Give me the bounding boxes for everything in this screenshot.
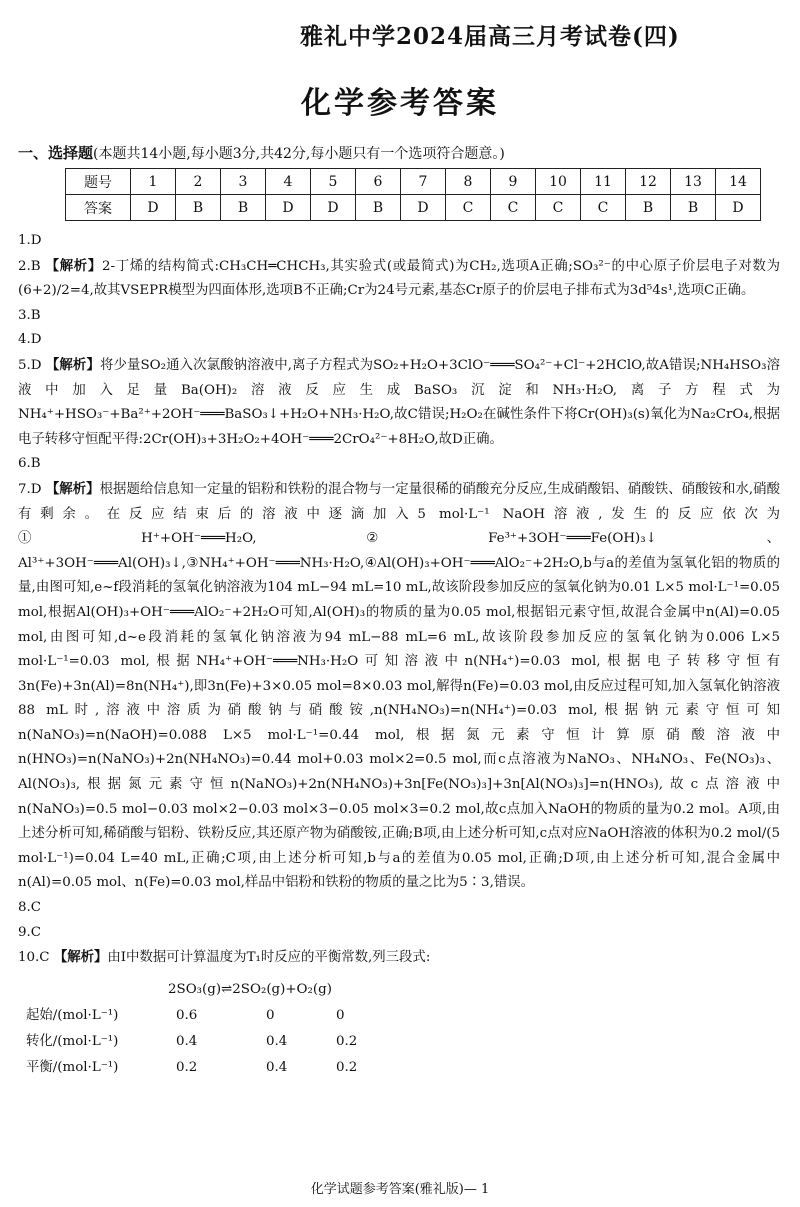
page-footer: 化学试题参考答案(雅礼版)— 1 xyxy=(310,1182,490,1197)
answer-number: 10.C xyxy=(18,950,50,966)
value-so2: 0.4 xyxy=(266,1059,288,1075)
answer-item xyxy=(18,353,780,452)
answer-table xyxy=(65,168,761,221)
answer-cell: D xyxy=(311,195,356,221)
analysis-tag: 【解析】 xyxy=(53,949,108,966)
row-label: 起始/(mol·L⁻¹) xyxy=(26,1007,119,1023)
row-label: 转化/(mol·L⁻¹) xyxy=(26,1033,119,1049)
question-number: 5 xyxy=(311,169,356,195)
answer-cell: C xyxy=(491,195,536,221)
answer-cell: B xyxy=(221,195,266,221)
answer-item: 8.C xyxy=(18,900,42,916)
answer-number: 5.D xyxy=(18,357,42,373)
answer-item xyxy=(18,254,780,304)
answer-cell: D xyxy=(131,195,176,221)
section-description: (本题共14小题,每小题3分,共42分,每小题只有一个选项符合题意。) xyxy=(93,146,505,162)
row-label: 题号 xyxy=(66,169,131,195)
school-title: 雅礼中学2024届高三月考试卷(四) xyxy=(300,23,680,50)
question-number: 4 xyxy=(266,169,311,195)
answer-cell: D xyxy=(716,195,761,221)
question-number: 6 xyxy=(356,169,401,195)
value-o2: 0.2 xyxy=(336,1033,358,1049)
answer-item: 9.C xyxy=(18,924,42,940)
section-heading xyxy=(18,142,505,163)
analysis-text: 2-丁烯的结构简式:CH₃CH═CHCH₃,其实验式(或最简式)为CH₂,选项A正确;SO₃²⁻的中心原子价层电子对数为(6+2)/2=4,故其VSEPR模型为四面体形,选项B不正确;Cr为24号元素,基态Cr原子的价层电子排布式为3d⁵4s¹,选项C正确。 xyxy=(18,258,780,299)
question-number: 2 xyxy=(176,169,221,195)
section-title: 一、选择题 xyxy=(18,144,94,162)
equilibrium-equation: 2SO₃(g)⇌2SO₂(g)+O₂(g) xyxy=(168,981,332,997)
value-so3: 0.2 xyxy=(176,1059,198,1075)
analysis-text: 根据题给信息知一定量的铝粉和铁粉的混合物与一定量很稀的硝酸充分反应,生成硝酸铝、硝酸铁、硝酸铵和水,硝酸有剩余。在反应结束后的溶液中逐滴加入5 mol·L⁻¹ NaOH溶液,发生的反应依次为①H⁺+OH⁻═══H₂O,②Fe³⁺+3OH⁻═══Fe(OH)₃↓、Al³⁺+3OH⁻═══Al(OH)₃↓,③NH₄⁺+OH⁻═══NH₃·H₂O,④Al(OH)₃+OH⁻═══AlO₂⁻+2H₂O,b与a的差值为氢氧化铝的物质的量,由图可知,e~f段消耗的氢氧化钠溶液为104 mL−94 mL=10 mL,故该阶段参加反应的氢氧化钠为0.01 L×5 mol·L⁻¹=0.05 mol,根据Al(OH)₃+OH⁻═══AlO₂⁻+2H₂O可知,Al(OH)₃的物质的量为0.05 mol,根据铝元素守恒,故混合金属中n(Al)=0.05 mol,由图可知,d~e段消耗的氢氧化钠溶液为94 mL−88 mL=6 mL,故该阶段参加反应的氢氧化钠为0.006 L×5 mol·L⁻¹=0.03 mol,根据NH₄⁺+OH⁻═══NH₃·H₂O可知溶液中n(NH₄⁺)=0.03 mol,根据电子转移守恒有3n(Fe)+3n(Al)=8n(NH₄⁺),即3n(Fe)+3×0.05 mol=8×0.03 mol,解得n(Fe)=0.03 mol,由反应过程可知,加入氢氧化钠溶液88 mL时,溶液中溶质为硝酸钠与硝酸铵,n(NH₄NO₃)=n(NH₄⁺)=0.03 mol,根据钠元素守恒可知n(NaNO₃)=n(NaOH)=0.088 L×5 mol·L⁻¹=0.44 mol,根据氮元素守恒计算原硝酸溶液中n(HNO₃)=n(NaNO₃)+2n(NH₄NO₃)=0.44 mol+0.03 mol×2=0.5 mol,而c点溶液为NaNO₃、NH₄NO₃、Fe(NO₃)₃、Al(NO₃)₃,根据氮元素守恒n(NaNO₃)+2n(NH₄NO₃)+3n[Fe(NO₃)₃]+3n[Al(NO₃)₃]=n(HNO₃),故c点溶液中n(NaNO₃)=0.5 mol−0.03 mol×2−0.03 mol×3−0.05 mol×3=0.2 mol,故c点加入NaOH的物质的量为0.2 mol。A项,由上述分析可知,稀硝酸与铝粉、铁粉反应,其还原产物为硝酸铵,正确;B项,由上述分析可知,c点对应NaOH溶液的体积为0.2 mol/(5 mol·L⁻¹)=0.04 L=40 mL,正确;C项,由上述分析可知,b与a的差值为0.05 mol,正确;D项,由上述分析可知,混合金属中n(Al)=0.05 mol、n(Fe)=0.03 mol,样品中铝粉和铁粉的物质的量之比为5∶3,错误。 xyxy=(18,481,780,891)
question-number: 7 xyxy=(401,169,446,195)
value-so2: 0 xyxy=(266,1007,275,1023)
equilibrium-row xyxy=(18,1029,780,1055)
row-label: 平衡/(mol·L⁻¹) xyxy=(26,1059,119,1075)
answer-cell: B xyxy=(176,195,221,221)
question-number: 1 xyxy=(131,169,176,195)
answer-item: 1.D xyxy=(18,233,42,248)
answer-cell: D xyxy=(401,195,446,221)
document-title: 化学参考答案 xyxy=(301,86,499,121)
answer-table-answer-row xyxy=(66,195,761,221)
answer-explanations xyxy=(18,229,780,1081)
answer-item: 4.D xyxy=(18,332,42,348)
equilibrium-row xyxy=(18,1003,780,1029)
answer-table-number-row xyxy=(66,169,761,195)
answer-item: 3.B xyxy=(18,307,41,323)
row-label: 答案 xyxy=(66,195,131,221)
analysis-text: 将少量SO₂通入次氯酸钠溶液中,离子方程式为SO₂+H₂O+3ClO⁻═══SO₄²⁻+Cl⁻+2HClO,故A错误;NH₄HSO₃溶液中加入足量Ba(OH)₂溶液反应生成BaSO₃沉淀和NH₃·H₂O,离子方程式为NH₄⁺+HSO₃⁻+Ba²⁺+2OH⁻═══BaSO₃↓+H₂O+NH₃·H₂O,故C错误;H₂O₂在碱性条件下将Cr(OH)₃(s)氧化为Na₂CrO₄,根据电子转移守恒配平得:2Cr(OH)₃+3H₂O₂+4OH⁻═══2CrO₄²⁻+8H₂O,故D正确。 xyxy=(18,357,781,447)
value-so2: 0.4 xyxy=(266,1033,288,1049)
answer-number: 2.B xyxy=(18,258,41,274)
answer-cell: C xyxy=(446,195,491,221)
equilibrium-row xyxy=(18,1055,780,1081)
value-o2: 0.2 xyxy=(336,1059,358,1075)
answer-cell: B xyxy=(626,195,671,221)
answer-number: 7.D xyxy=(18,481,42,497)
answer-item: 6.B xyxy=(18,456,41,472)
question-number: 8 xyxy=(446,169,491,195)
answer-item xyxy=(18,945,780,971)
value-o2: 0 xyxy=(336,1007,345,1023)
question-number: 9 xyxy=(491,169,536,195)
answer-cell: C xyxy=(536,195,581,221)
answer-item xyxy=(18,477,780,896)
answer-cell: D xyxy=(266,195,311,221)
question-number: 13 xyxy=(671,169,716,195)
question-number: 11 xyxy=(581,169,626,195)
question-number: 3 xyxy=(221,169,266,195)
analysis-tag: 【解析】 xyxy=(45,356,100,373)
question-number: 14 xyxy=(716,169,761,195)
question-number: 12 xyxy=(626,169,671,195)
analysis-tag: 【解析】 xyxy=(45,480,100,497)
answer-cell: C xyxy=(581,195,626,221)
analysis-tag: 【解析】 xyxy=(45,257,103,274)
equilibrium-table xyxy=(18,977,780,1081)
analysis-text: 由Ⅰ中数据可计算温度为T₁时反应的平衡常数,列三段式: xyxy=(107,950,431,966)
answer-cell: B xyxy=(671,195,716,221)
value-so3: 0.4 xyxy=(176,1033,198,1049)
value-so3: 0.6 xyxy=(176,1007,198,1023)
question-number: 10 xyxy=(536,169,581,195)
answer-cell: B xyxy=(356,195,401,221)
